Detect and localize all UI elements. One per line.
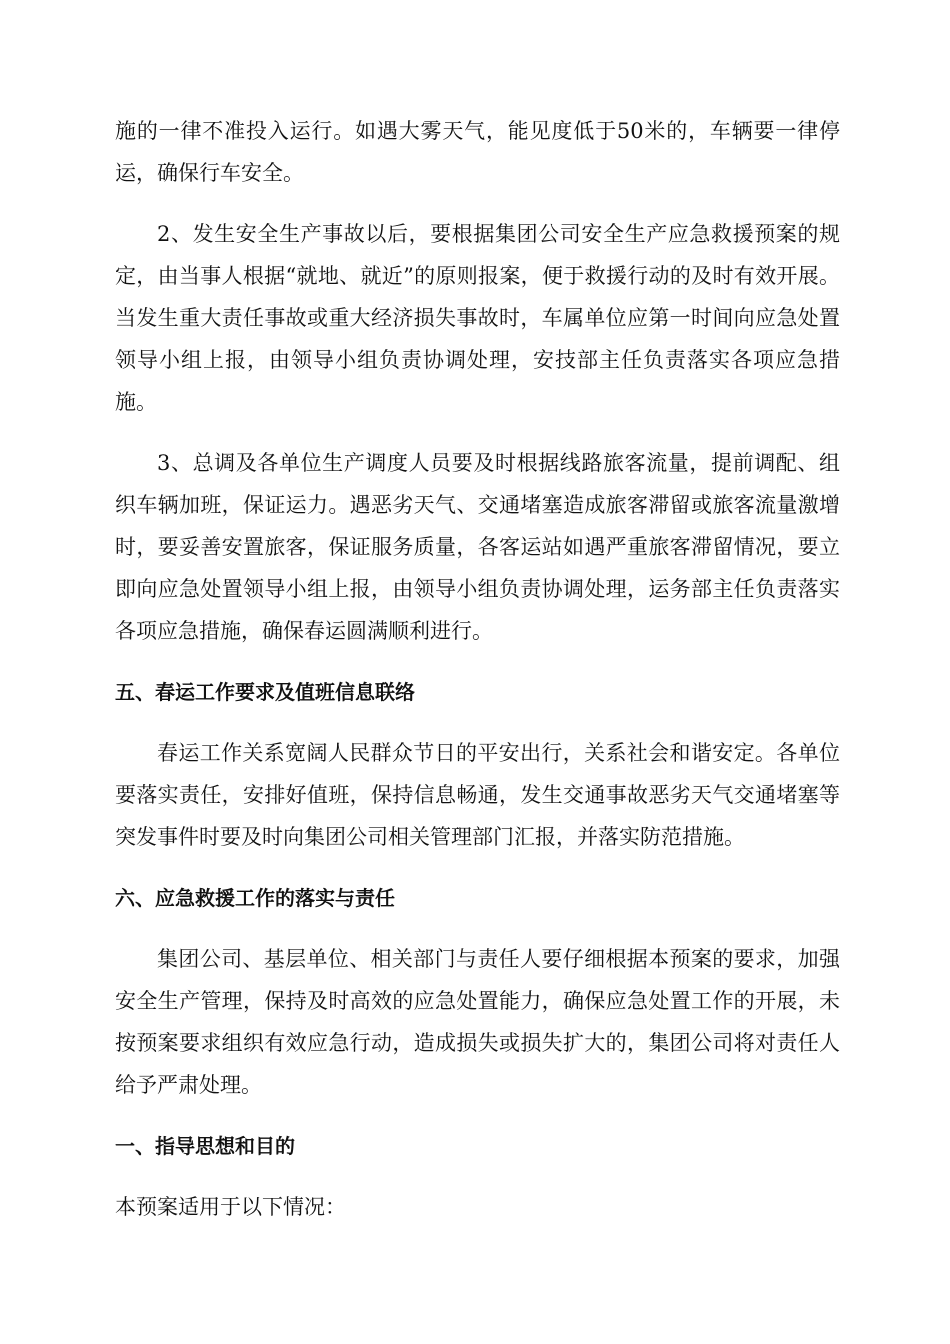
document-body xyxy=(115,110,840,1247)
paragraph-responsibility: 集团公司、基层单位、相关部门与责任人要仔细根据本预案的要求，加强安全生产管理，保持及时高效的应急处置能力，确保应急处置工作的开展，未按预案要求组织有效应急行动，造成损失或损失扩大的，集团公司将对责任人给予严肃处理。 xyxy=(115,947,840,1097)
section-heading-6: 六、应急救援工作的落实与责任 xyxy=(115,886,395,910)
paragraph-continuation: 施的一律不准投入运行。如遇大雾天气，能见度低于50米的，车辆要一律停运，确保行车安全。 xyxy=(115,119,840,185)
paragraph-accident-reporting: 2、发生安全生产事故以后，要根据集团公司安全生产应急救援预案的规定，由当事人根据“就地、就近”的原则报案，便于救援行动的及时有效开展。当发生重大责任事故或重大经济损失事故时，车属单位应第一时间向应急处置领导小组上报，由领导小组负责协调处理，安技部主任负责落实各项应急措施。 xyxy=(115,222,840,414)
paragraph-duty-contact: 春运工作关系宽阔人民群众节日的平安出行，关系社会和谐安定。各单位要落实责任，安排好值班，保持信息畅通，发生交通事故恶劣天气交通堵塞等突发事件时要及时向集团公司相关管理部门汇报，并落实防范措施。 xyxy=(115,741,840,849)
paragraph-scope: 本预案适用于以下情况： xyxy=(115,1195,346,1219)
section-heading-5: 五、春运工作要求及值班信息联络 xyxy=(115,680,415,704)
paragraph-dispatch: 3、总调及各单位生产调度人员要及时根据线路旅客流量，提前调配、组织车辆加班，保证运力。遇恶劣天气、交通堵塞造成旅客滞留或旅客流量激增时，要妥善安置旅客，保证服务质量，各客运站如遇严重旅客滞留情况，要立即向应急处置领导小组上报，由领导小组负责协调处理，运务部主任负责落实各项应急措施，确保春运圆满顺利进行。 xyxy=(115,451,840,643)
section-heading-1: 一、指导思想和目的 xyxy=(115,1134,295,1158)
